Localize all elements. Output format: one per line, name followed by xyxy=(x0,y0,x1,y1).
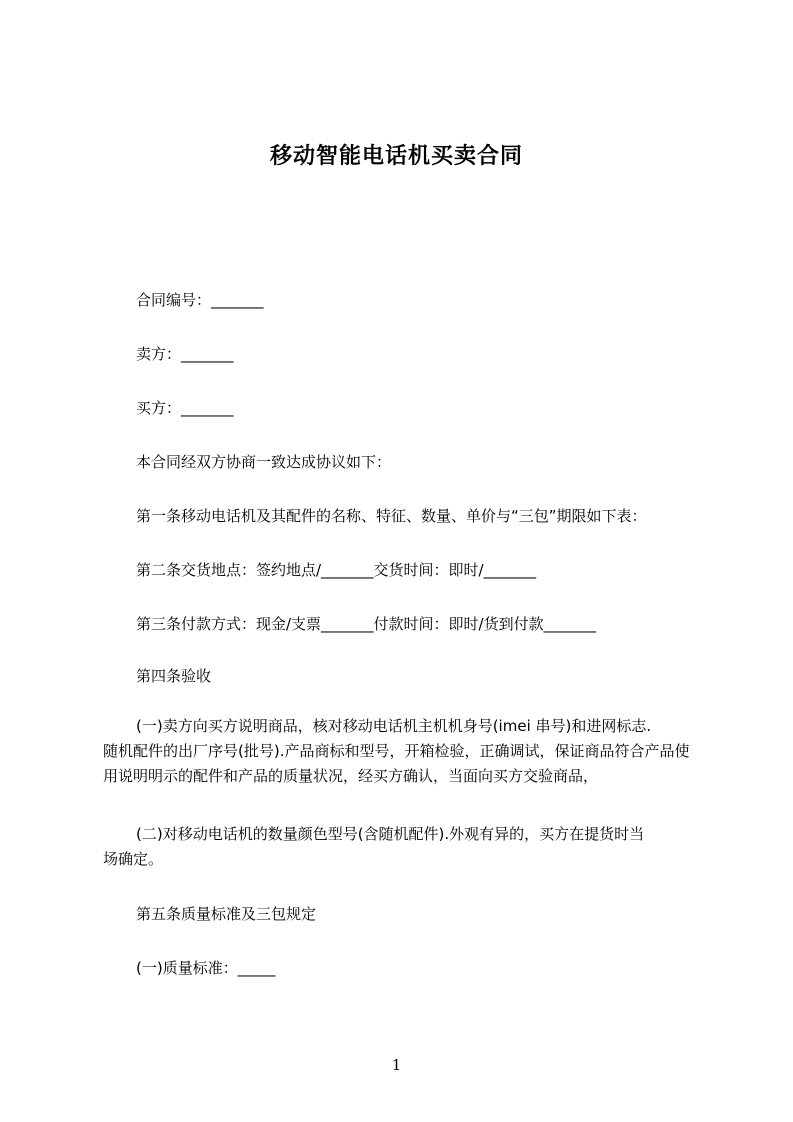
article-4-item-1-first-line: (一)卖方向买方说明商品，核对移动电话机主机机身号(imei 串号)和进网标志. xyxy=(136,717,652,735)
article-5-heading: 第五条质量标准及三包规定 xyxy=(136,905,317,923)
article-3: 第三条付款方式：现金/支票_______付款时间：即时/货到付款_______ xyxy=(136,615,597,633)
article-4-heading: 第四条验收 xyxy=(136,667,212,685)
article-1: 第一条移动电话机及其配件的名称、特征、数量、单价与“三包”期限如下表： xyxy=(136,507,647,525)
article-4-item-2-rest: 场确定。 xyxy=(103,850,164,868)
buyer-field: 买方：_______ xyxy=(136,399,234,417)
page-title: 移动智能电话机买卖合同 xyxy=(269,144,523,169)
article-2: 第二条交货地点：签约地点/_______交货时间：即时/_______ xyxy=(136,561,537,579)
article-4-item-2 xyxy=(103,822,703,872)
seller-field: 卖方：_______ xyxy=(136,345,234,363)
article-5-item-1: (一)质量标准：_____ xyxy=(136,959,276,977)
article-4-item-2-first-line: (二)对移动电话机的数量颜色型号(含随机配件).外观有异的，买方在提货时当 xyxy=(136,825,645,843)
article-4-item-1-rest: 随机配件的出厂序号(批号).产品商标和型号，开箱检验，正确调试，保证商品符合产品使用说明明示的配件和产品的质量状况，经买方确认，当面向买方交验商品， xyxy=(103,742,690,785)
page-number: 1 xyxy=(391,1056,402,1074)
article-4-item-1 xyxy=(103,714,703,789)
intro-text: 本合同经双方协商一致达成协议如下： xyxy=(136,453,392,471)
contract-number-field: 合同编号：_______ xyxy=(136,291,264,309)
